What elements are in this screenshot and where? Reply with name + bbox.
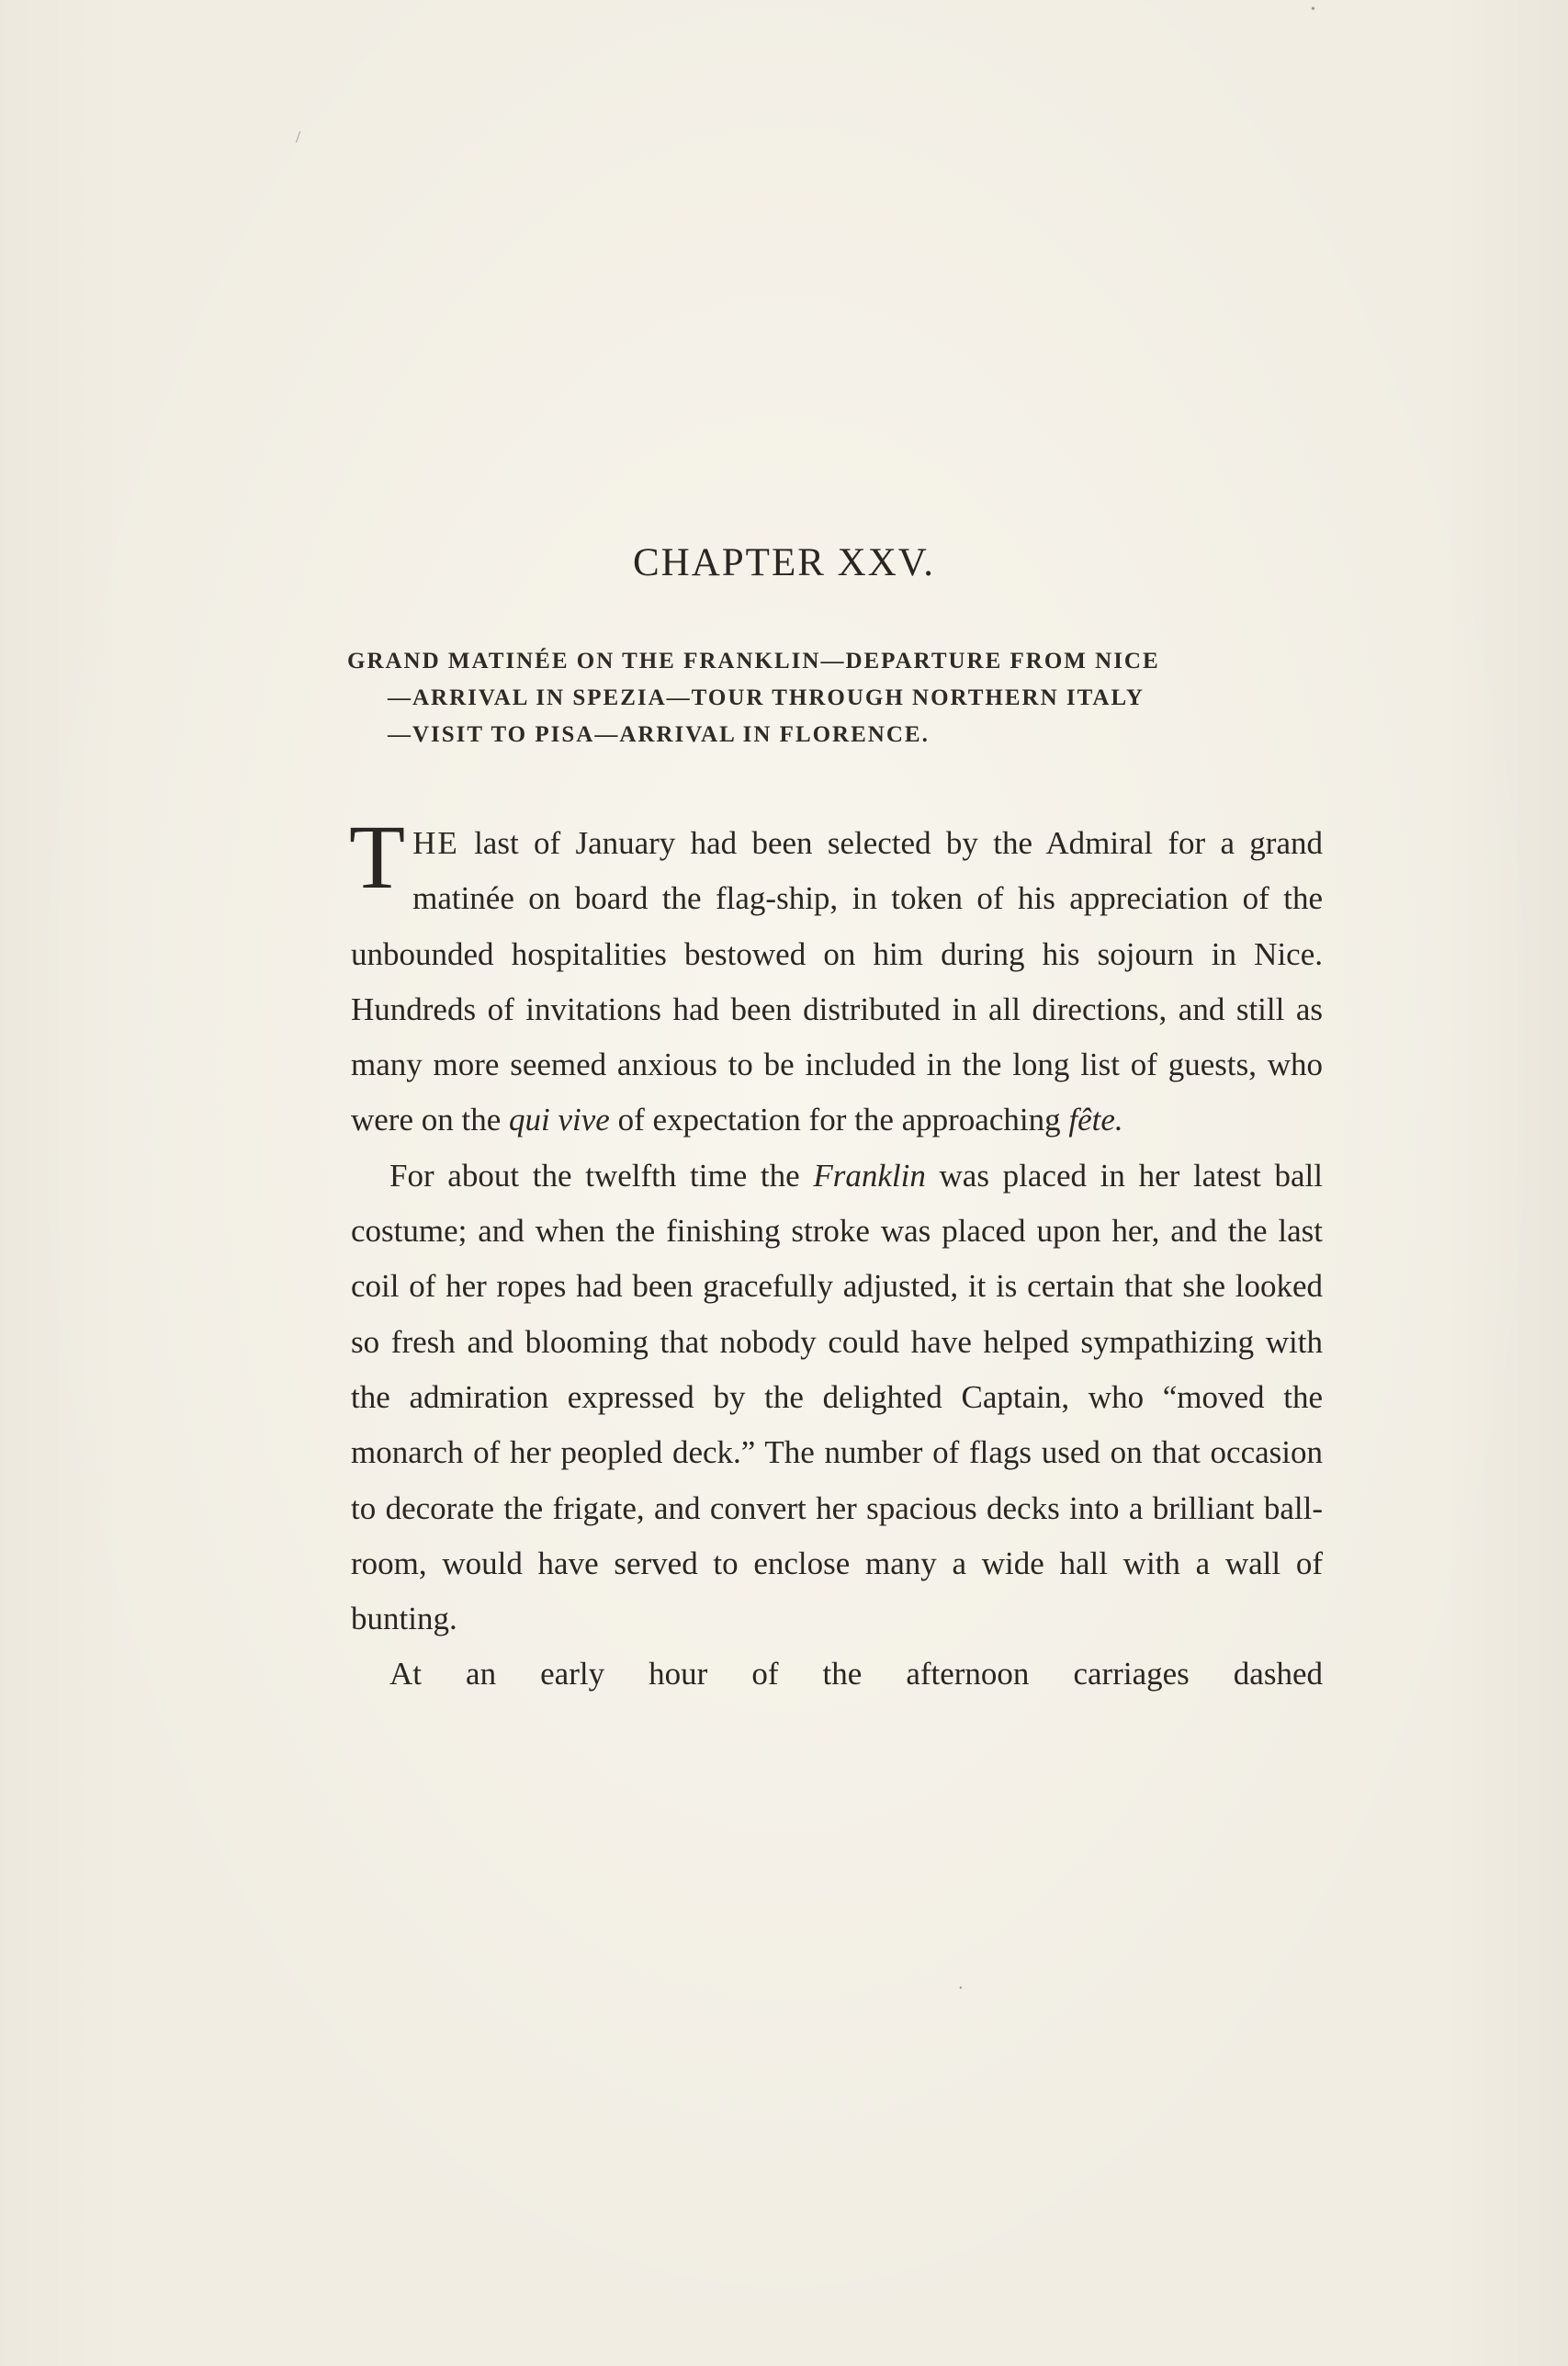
paragraph-text: of expectation for the approaching (609, 1102, 1069, 1138)
italic-phrase: fête. (1068, 1102, 1123, 1138)
paragraph (351, 1647, 1323, 1702)
first-word: HE (412, 825, 459, 861)
chapter-summary-line: —VISIT TO PISA—ARRIVAL IN FLORENCE. (388, 722, 930, 747)
paragraph (351, 1149, 1323, 1647)
chapter-summary-line: GRAND MATINÉE ON THE FRANKLIN—DEPARTURE FROM NICE (347, 649, 1160, 674)
page-speck: • (1311, 3, 1315, 17)
page-speck: • (959, 1984, 963, 1994)
paragraph-text: last of January had been selected by the Admiral for a grand matinée on board the flag-ship, in token of his appreciation of the unbounded hospitalities bestowed on him during his sojourn in Nice. Hundreds of invitations had been distributed in all directions, and still as many more seemed anxious to be included in the long list of guests, who were on the (351, 825, 1323, 1138)
chapter-title: CHAPTER XXV. (632, 541, 936, 584)
page-speck: / (296, 128, 301, 146)
drop-cap: T (349, 806, 406, 908)
paragraph-text: was placed in her latest ball costume; and when the finishing stroke was placed upon her, and the last coil of her ropes had been gracefully adjusted, it is certain that she looked so fresh and blooming that nobody could have helped sympathizing with the admiration expressed by the delighted Captain, who “moved the monarch of her peopled deck.” The number of flags used on that occasion to decorate the frigate, and convert her spacious decks into a brilliant ball-room, would have served to enclose many a wide hall with a wall of bunting. (351, 1157, 1323, 1637)
paragraph-text: At an early hour of the afternoon carriages dashed (389, 1656, 1323, 1692)
paragraph-text: For about the twelfth time the (389, 1157, 814, 1194)
chapter-body (349, 806, 1323, 1703)
chapter-summary-line: —ARRIVAL IN SPEZIA—TOUR THROUGH NORTHERN ITALY (388, 685, 1145, 710)
chapter-summary (347, 643, 1321, 753)
italic-phrase: qui vive (509, 1102, 610, 1138)
ship-name: Franklin (813, 1157, 926, 1194)
paragraph (349, 806, 1323, 1149)
